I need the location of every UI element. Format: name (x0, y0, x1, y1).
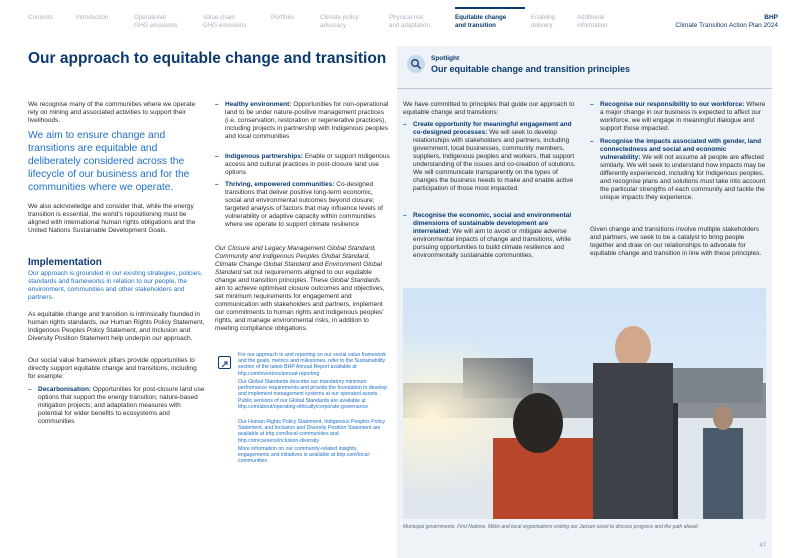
bullet-indigenous-partnerships-title: Indigenous partnerships: (225, 153, 304, 160)
page-number: 47 (759, 543, 766, 549)
brand-logo-text: BHP (764, 14, 778, 21)
bullet-thriving-communities-title: Thriving, empowered communities: (225, 181, 335, 188)
implementation-heading: Implementation (28, 257, 102, 268)
principles-intro: We have committed to principles that guide our approach to equitable change and transitions: (403, 101, 575, 116)
nav-tab-operational-ghg[interactable]: Operational GHG emissions (134, 14, 178, 29)
bullet-decarbonisation-text: Opportunities for post-closure land use options that support the energy transition; nature-based mitigation projects; and adaptation measures with potential for wider benefits to ecosystems and communities (38, 386, 205, 425)
principle-engagement-text: We will seek to develop relationships with stakeholders and partners, including government, local businesses, community members, suppliers, Indigenous peoples and workers, that support understanding of the issues and co-creation of solutions. We will communicate transparently on the types of changes the business needs to make and enable active participation of those most impacted. (413, 129, 576, 192)
bullet-indigenous-partnerships-text: Enable or support Indigenous access and cultural practices in post-closure land use options (225, 153, 390, 176)
global-standards-paragraph (215, 245, 390, 333)
bullet-healthy-environment-title: Healthy environment: (225, 101, 292, 108)
photo-caption: Municipal governments, First Nations, Métis and local organisations visiting our Jansen asset to discuss progress and the path ahead (403, 524, 698, 530)
principle-engagement (403, 121, 578, 193)
global-standards-text-1: set out requirements aligned to our equitable change and transition principles. These (215, 269, 372, 284)
principles-closing: Given change and transitions involve multiple stakeholders and partners, we seek to be a catalyst to bring people together and draw on our relationships to advocate for equitable change and transition in line with these principles. (590, 226, 762, 257)
external-link-icon (218, 356, 231, 369)
magnifier-icon (407, 55, 425, 73)
spotlight-title: Our equitable change and transition principles (431, 64, 631, 74)
spotlight-tag: Spotlight (431, 55, 460, 62)
principle-gender-vulnerability-title: Recognise the impacts associated with gender, land connectedness and social and economic vulnerability: (600, 138, 762, 161)
nav-active-indicator (455, 7, 525, 9)
nav-tab-contents[interactable]: Contents (28, 14, 53, 21)
global-standards-term: Global Standards (329, 277, 381, 284)
bullet-healthy-environment-text: Opportunities for non-operational land to be under nature-positive management practices (i.e. conservation, restoration or regenerative practices), including projects in partnership with Indigenous peoples and local communities (225, 101, 389, 140)
social-value-paragraph: Our social value framework pillars provide opportunities to directly support equitable change and transitions, including for example: (28, 357, 197, 380)
nav-tab-enabling-delivery[interactable]: Enabling delivery (531, 14, 556, 29)
spotlight-divider (397, 88, 772, 89)
principle-sustainable-development-text: We will aim to avoid or mitigate adverse environmental impacts of change and transitions, while pursuing opportunities to build climate resilience and environmentally sustainable communities. (413, 228, 571, 259)
bullet-thriving-communities (215, 181, 390, 229)
link-policy-statements[interactable]: Our Human Rights Policy Statement, Indigenous Peoples Policy Statement, and Inclusion and Diversity Position Statement are available at bhp.com/local-communities and bhp.com/careers/inclusion-diversity (238, 419, 386, 444)
principle-engagement-title: Create opportunity for meaningful engagement and co-designed processes: (413, 121, 572, 136)
brand-block (675, 14, 778, 30)
lead-statement: We aim to ensure change and transitions are equitable and deliberately considered across the lifecycle of our business and for the communities where we operate. (28, 130, 190, 193)
bullet-decarbonisation (28, 386, 206, 426)
principle-gender-vulnerability-text: We will not assume all people are affected similarly. We will seek to understand how impacts may be differently experienced, including for Indigenous peoples, and recognise plans and solutions must take into account the particular strengths of each community and tackle the unique impacts they experience. (600, 154, 766, 201)
nav-tab-physical-risk[interactable]: Physical risk and adaptation (389, 14, 430, 29)
implementation-lead: Our approach is grounded in our existing strategies, policies, standards and frameworks in relation to our people, the environment, communities and other stakeholders and partners. (28, 270, 203, 301)
principle-workforce-title: Recognise our responsibility to our workforce: (600, 101, 745, 108)
principle-sustainable-development (403, 212, 578, 260)
global-standards-names: Our Closure and Legacy Management Global Standard, Community and Indigenous Peoples Global Standard, Climate Change Global Standard and Environment Global Standard (215, 245, 382, 276)
energy-transition-paragraph: We also acknowledge and consider that, while the energy transition is essential, the world’s repositioning must be aligned with international human rights obligations and the United Nations Sustainable Development Goals. (28, 203, 196, 234)
bullet-indigenous-partnerships (215, 153, 390, 177)
intro-paragraph: We recognise many of the communities where we operate rely on mining and associated activities to support their livelihoods. (28, 101, 196, 124)
nav-tab-introduction[interactable]: Introduction (76, 14, 109, 21)
principle-gender-vulnerability (590, 138, 768, 202)
brand-subtitle: Climate Transition Action Plan 2024 (675, 22, 778, 29)
nav-tab-equitable-change[interactable]: Equitable change and transition (455, 14, 507, 29)
principle-workforce-text: Where a major change in our business is expected to affect our workforce, we will engage in meaningful dialogue and support those impacted. (600, 101, 766, 132)
bullet-thriving-communities-text: Co-designed transitions that deliver positive long-term economic, social and environmental outcomes beyond closure; targeted analysis of factors that may influence levels of vulnerability or adaptive capacity within communities where we operate to support climate resilience (225, 181, 383, 228)
global-standards-text-2: aim to achieve optimised closure outcomes and objectives, set minimum requirements for engagement and communication with stakeholders and partners, implement our commitments to human rights and Indigenous peoples’ rights, and manage environmental risks, in addition to meeting compliance obligations. (215, 285, 385, 332)
nav-tab-portfolio[interactable]: Portfolio (271, 14, 294, 21)
principle-workforce (590, 101, 768, 133)
page-title: Our approach to equitable change and transition (28, 50, 387, 67)
nav-tab-climate-policy[interactable]: Climate policy advocacy (320, 14, 359, 29)
jansen-site-visit-photo (403, 288, 766, 519)
nav-tab-value-chain-ghg[interactable]: Value chain GHG emissions (203, 14, 247, 29)
link-social-value-framework[interactable]: For our approach to and reporting on our social value framework and the goals, metrics and milestones, refer to the Sustainability section of the latest BHP Annual Report available at bhp.com/investors/annual-reporting (238, 352, 386, 377)
bullet-healthy-environment (215, 101, 390, 141)
bullet-decarbonisation-title: Decarbonisation: (38, 386, 92, 393)
top-navigation (0, 0, 790, 40)
human-rights-paragraph: As equitable change and transition is intrinsically founded in human rights standards, our Human Rights Policy Statement, Indigenous Peoples Policy Statement, and Inclusion and Diversity Position Statement help underpin our approach. (28, 311, 205, 342)
link-global-standards[interactable]: Our Global Standards describe our mandatory minimum performance requirements and provide the foundation to develop and implement management systems at our operated assets. Public versions of our Global Standards are available at bhp.com/about/operating-ethically/corporate-governance (238, 379, 388, 410)
link-local-communities[interactable]: More information on our community-related insights, engagements and initiatives is available at bhp.com/local-communities (238, 446, 371, 465)
principle-sustainable-development-title: Recognise the economic, social and environmental dimensions of sustainable development are interrelated: (413, 212, 572, 235)
nav-tab-additional-info[interactable]: Additional information (577, 14, 608, 29)
